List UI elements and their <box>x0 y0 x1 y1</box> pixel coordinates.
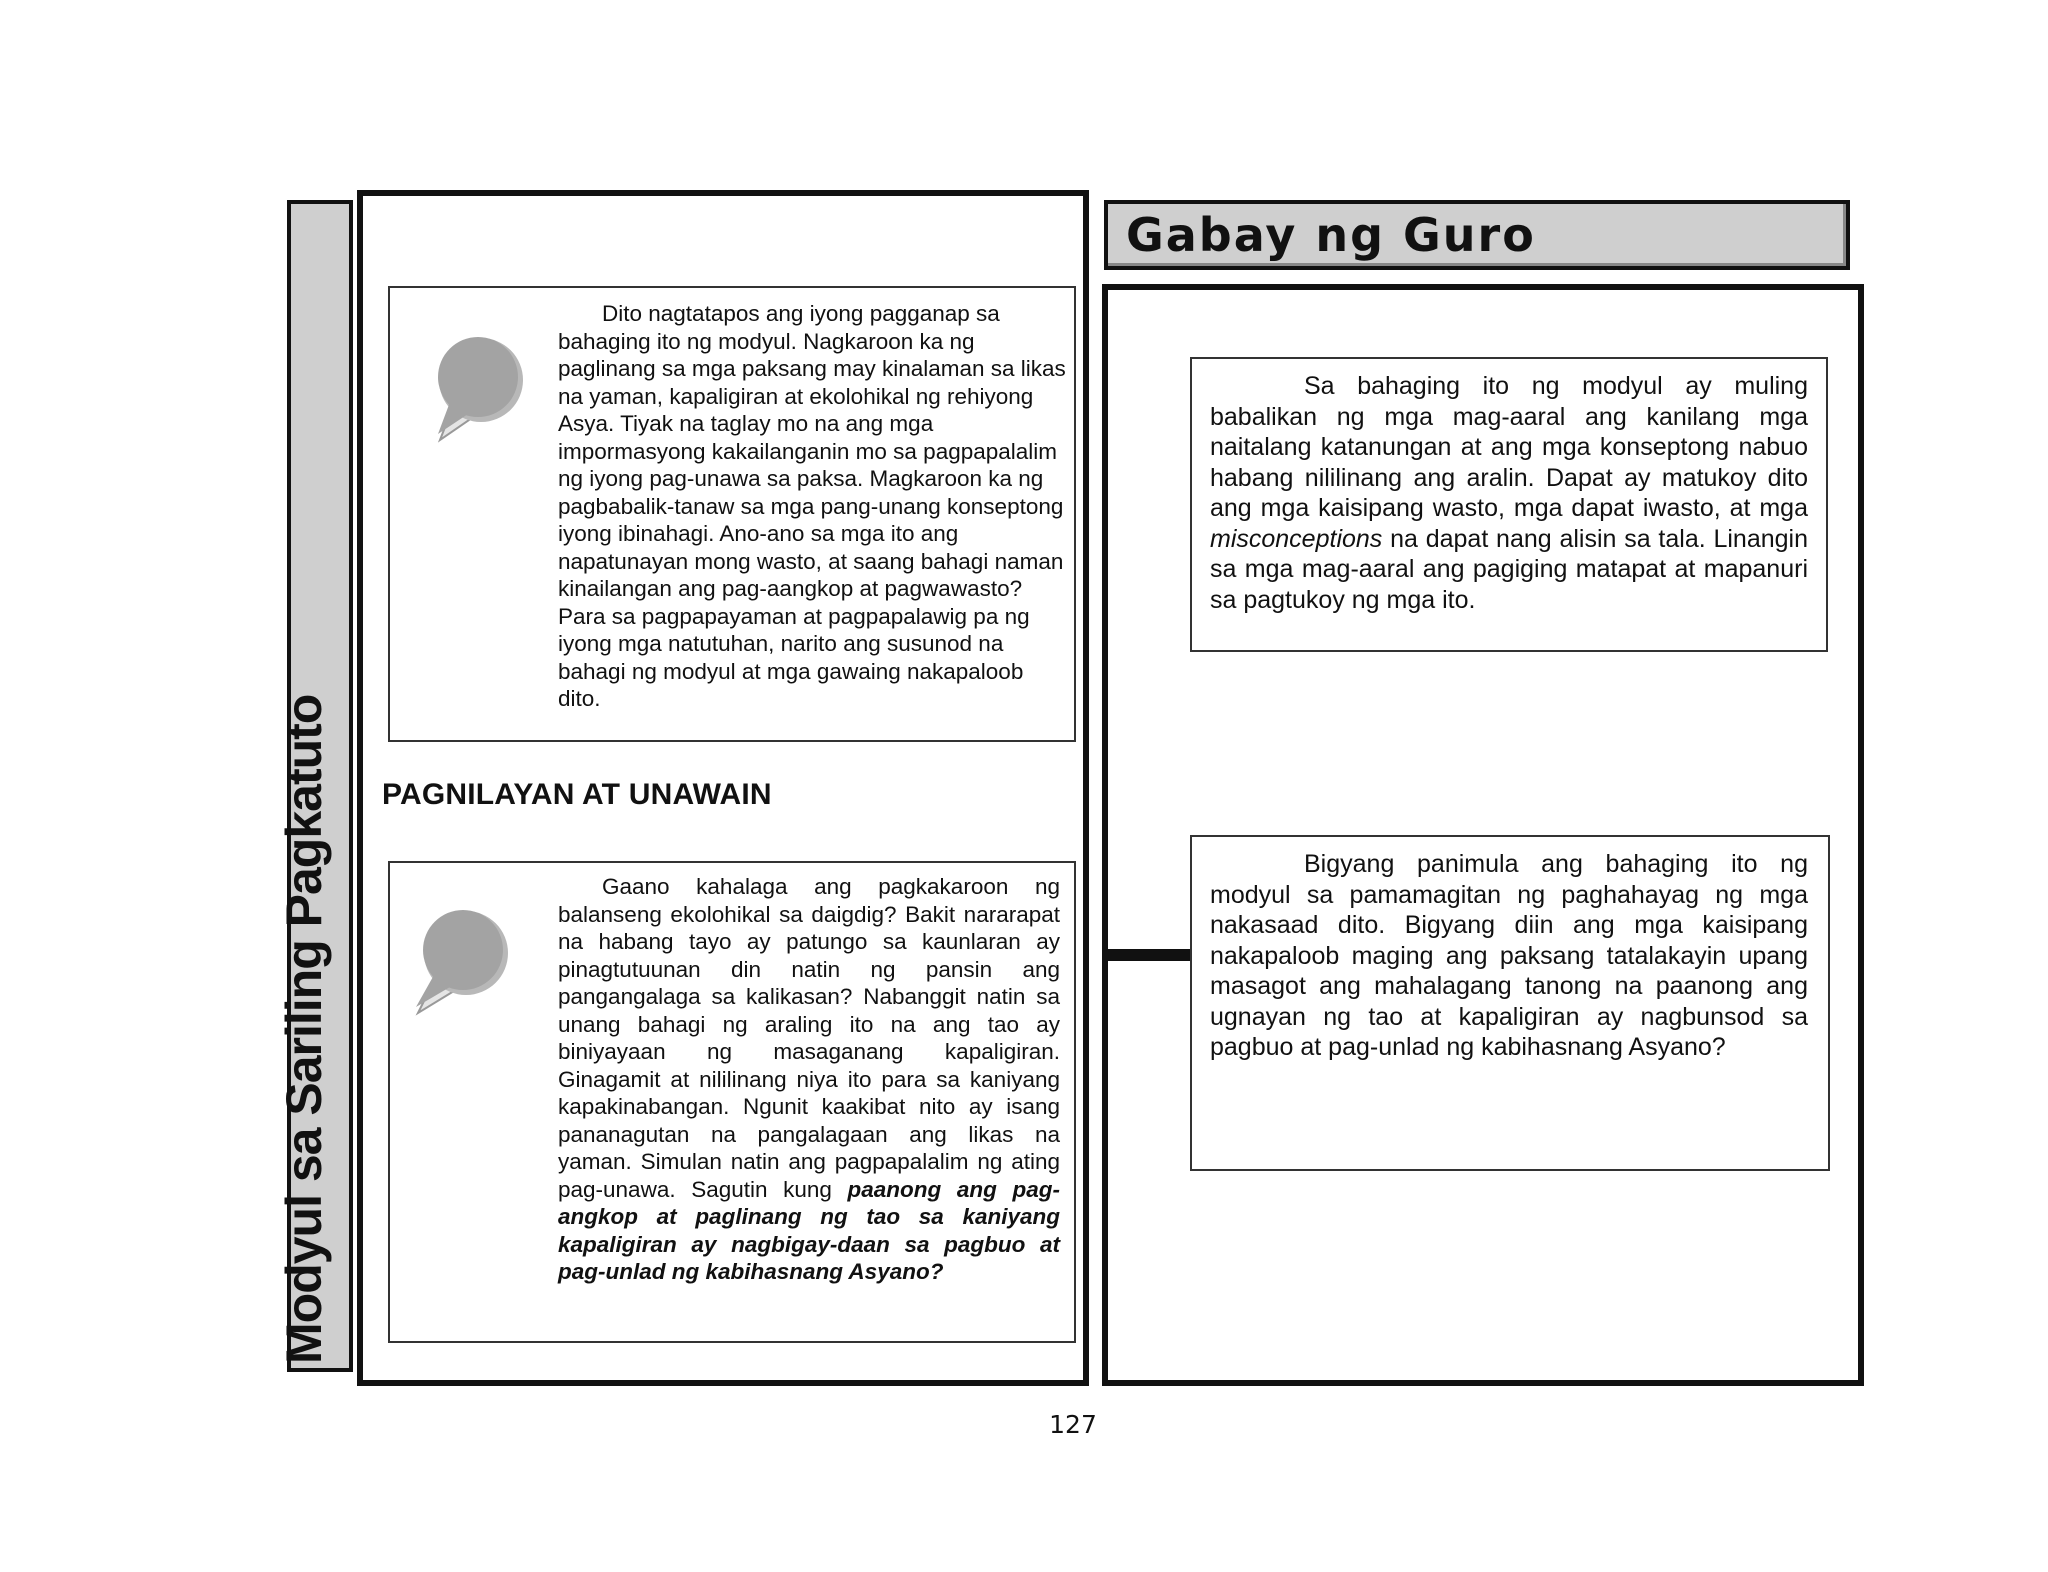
teacher-note-text-2: Bigyang panimula ang bahaging ito ng modyul sa pamamagitan ng paghahayag ng mga nakasaad dito. Bigyang diin ang mga kaisipang nakapaloob maging ang paksang tatalakayin upang masagot ang mahalagang tanong na paanong ang ugnayan ng tao at kapaligiran ay nagbunsod sa pagbuo at pag-unlad ng kabihasnang Asyano? <box>1210 850 1808 1061</box>
teacher-guide-title-bar <box>1104 200 1850 270</box>
teacher-note-text-1: Sa bahaging ito ng modyul ay muling babalikan ng mga mag-aaral ang kanilang mga naitalang katanungan at ang mga konseptong nabuo habang nililinang ang aralin. Dapat ay matukoy dito ang mga kaisipang wasto, mga dapat iwasto, at mga misconceptions na dapat nang alisin sa tala. Linangin sa mga mag-aaral ang pagiging matapat at mapanuri sa pagtukoy ng mga ito. <box>1210 372 1808 614</box>
reflection-intro-text: Dito nagtatapos ang iyong pagganap sa bahaging ito ng modyul. Nagkaroon ka ng paglinang sa mga paksang may kinalaman sa likas na yaman, kapaligiran at ekolohikal ng rehiyong Asya. Tiyak na taglay mo na ang mga impormasyong kakailanganin mo sa pagpapalalim ng iyong pag-unawa sa paksa. Magkaroon ka ng pagbabalik-tanaw sa mga pang-unang konseptong iyong ibinahagi. Ano-ano sa mga ito ang napatunayan mong wasto, at saang bahagi naman kinailangan ang pag-aangkop at pagwawasto? Para sa pagpapayaman at pagpapalawig pa ng iyong mga natutuhan, narito ang susunod na bahagi ng modyul at mga gawaing nakapaloob dito. <box>558 301 1066 711</box>
section-heading: PAGNILAYAN AT UNAWAIN <box>382 778 772 811</box>
teacher-note-box-1 <box>1190 357 1828 652</box>
essential-question: paanong ang pag-angkop at paglinang ng tao sa kaniyang kapaligiran ay nagbigay-daan sa pagbuo at pag-unlad ng kabihasnang Asyano? <box>558 1176 1060 1284</box>
side-tab-label: Modyul sa Sariling Pagkatuto <box>276 694 332 1364</box>
teacher-note-box-2 <box>1190 835 1830 1171</box>
reflect-understand-box <box>388 861 1076 1343</box>
side-tab <box>276 200 353 1372</box>
reflect-understand-text: Gaano kahalaga ang pagkakaroon ng balanseng ekolohikal sa daigdig? Bakit nararapat na habang tayo ay patungo sa kaunlaran ay pinagtutuunan din natin ng pansin ang pangangalaga sa kalikasan? Nabanggit natin sa unang bahagi ng araling ito na ang tao ay biniyayaan ng masaganang kapaligiran. Ginagamit at nililinang niya ito para sa kaniyang kapakinabangan. Ngunit kaakibat nito ay isang pananagutan na pangalagaan ang likas na yaman. Simulan natin ang pagpapalalim ng ating pag-unawa. Sagutin kung paanong ang pag-angkop at paglinang ng tao sa kaniyang kapaligiran ay nagbigay-daan sa pagbuo at pag-unlad ng kabihasnang Asyano? <box>558 874 1060 1284</box>
page-title: Gabay ng Guro <box>1126 208 1536 262</box>
connector-bar <box>1106 949 1192 961</box>
speech-bubble-icon <box>432 334 528 444</box>
speech-bubble-icon <box>414 907 510 1017</box>
page-number: 127 <box>1049 1410 1097 1439</box>
reflection-intro-box <box>388 286 1076 742</box>
